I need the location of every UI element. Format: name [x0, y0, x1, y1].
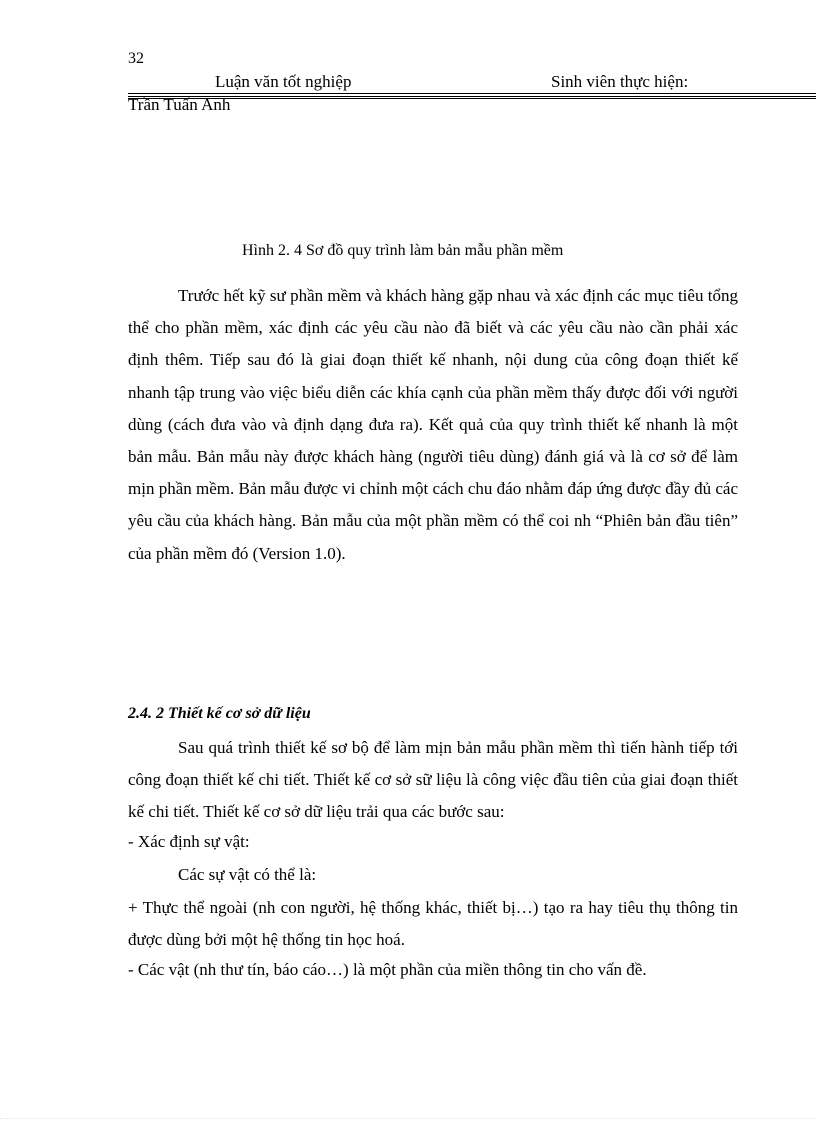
- header-thesis-label: Luận văn tốt nghiệp: [215, 72, 352, 91]
- body-paragraph-1: Trước hết kỹ sư phần mềm và khách hàng gặp nhau và xác định các mục tiêu tổng thể cho phần mềm, xác định các yêu cầu nào đã biết và các yêu cầu nào cần phải xác định thêm. Tiếp sau đó là giai đoạn thiết kế nhanh, nội dung của công đoạn thiết kế nhanh tập trung vào việc biểu diễn các khía cạnh của phần mềm thấy được đối với người dùng (cách đưa vào và định dạng đưa ra). Kết quả của quy trình thiết kế nhanh là một bản mẫu. Bản mẫu này được khách hàng (người tiêu dùng) đánh giá và là cơ sở để làm mịn phần mềm. Bản mẫu được vi chỉnh một cách chu đáo nhằm đáp ứng được đầy đủ các yêu cầu của khách hàng. Bản mẫu của một phần mềm có thể coi nh “Phiên bản đầu tiên” của phần mềm đó (Version 1.0).: [128, 286, 738, 563]
- header-author: Trần Tuấn Anh: [128, 95, 231, 114]
- list-item-objects: - Các vật (nh thư tín, báo cáo…) là một phần của miền thông tin cho vấn đề.: [128, 960, 647, 979]
- section-paragraph: Sau quá trình thiết kế sơ bộ để làm mịn bản mẫu phần mềm thì tiến hành tiếp tới công đoạn thiết kế chi tiết. Thiết kế cơ sở sữ liệu là công việc đầu tiên của giai đoạn thiết kế chi tiết. Thiết kế cơ sở dữ liệu trải qua các bước sau:: [128, 738, 738, 822]
- figure-caption: Hình 2. 4 Sơ đồ quy trình làm bản mẫu phần mềm: [242, 242, 564, 259]
- header-divider: [128, 93, 816, 99]
- section-heading: 2.4. 2 Thiết kế cơ sở dữ liệu: [128, 705, 311, 722]
- list-subitem-things: Các sự vật có thể là:: [178, 865, 317, 884]
- page-bottom-divider: [0, 1118, 816, 1119]
- list-item-identify-things: - Xác định sự vật:: [128, 832, 250, 851]
- header-student-label: Sinh viên thực hiện:: [551, 72, 689, 91]
- list-detail-external-entities: + Thực thể ngoài (nh con người, hệ thống khác, thiết bị…) tạo ra hay tiêu thụ thông tin được dùng bởi một hệ thống tin học hoá.: [128, 898, 738, 950]
- page-number: 32: [128, 50, 144, 67]
